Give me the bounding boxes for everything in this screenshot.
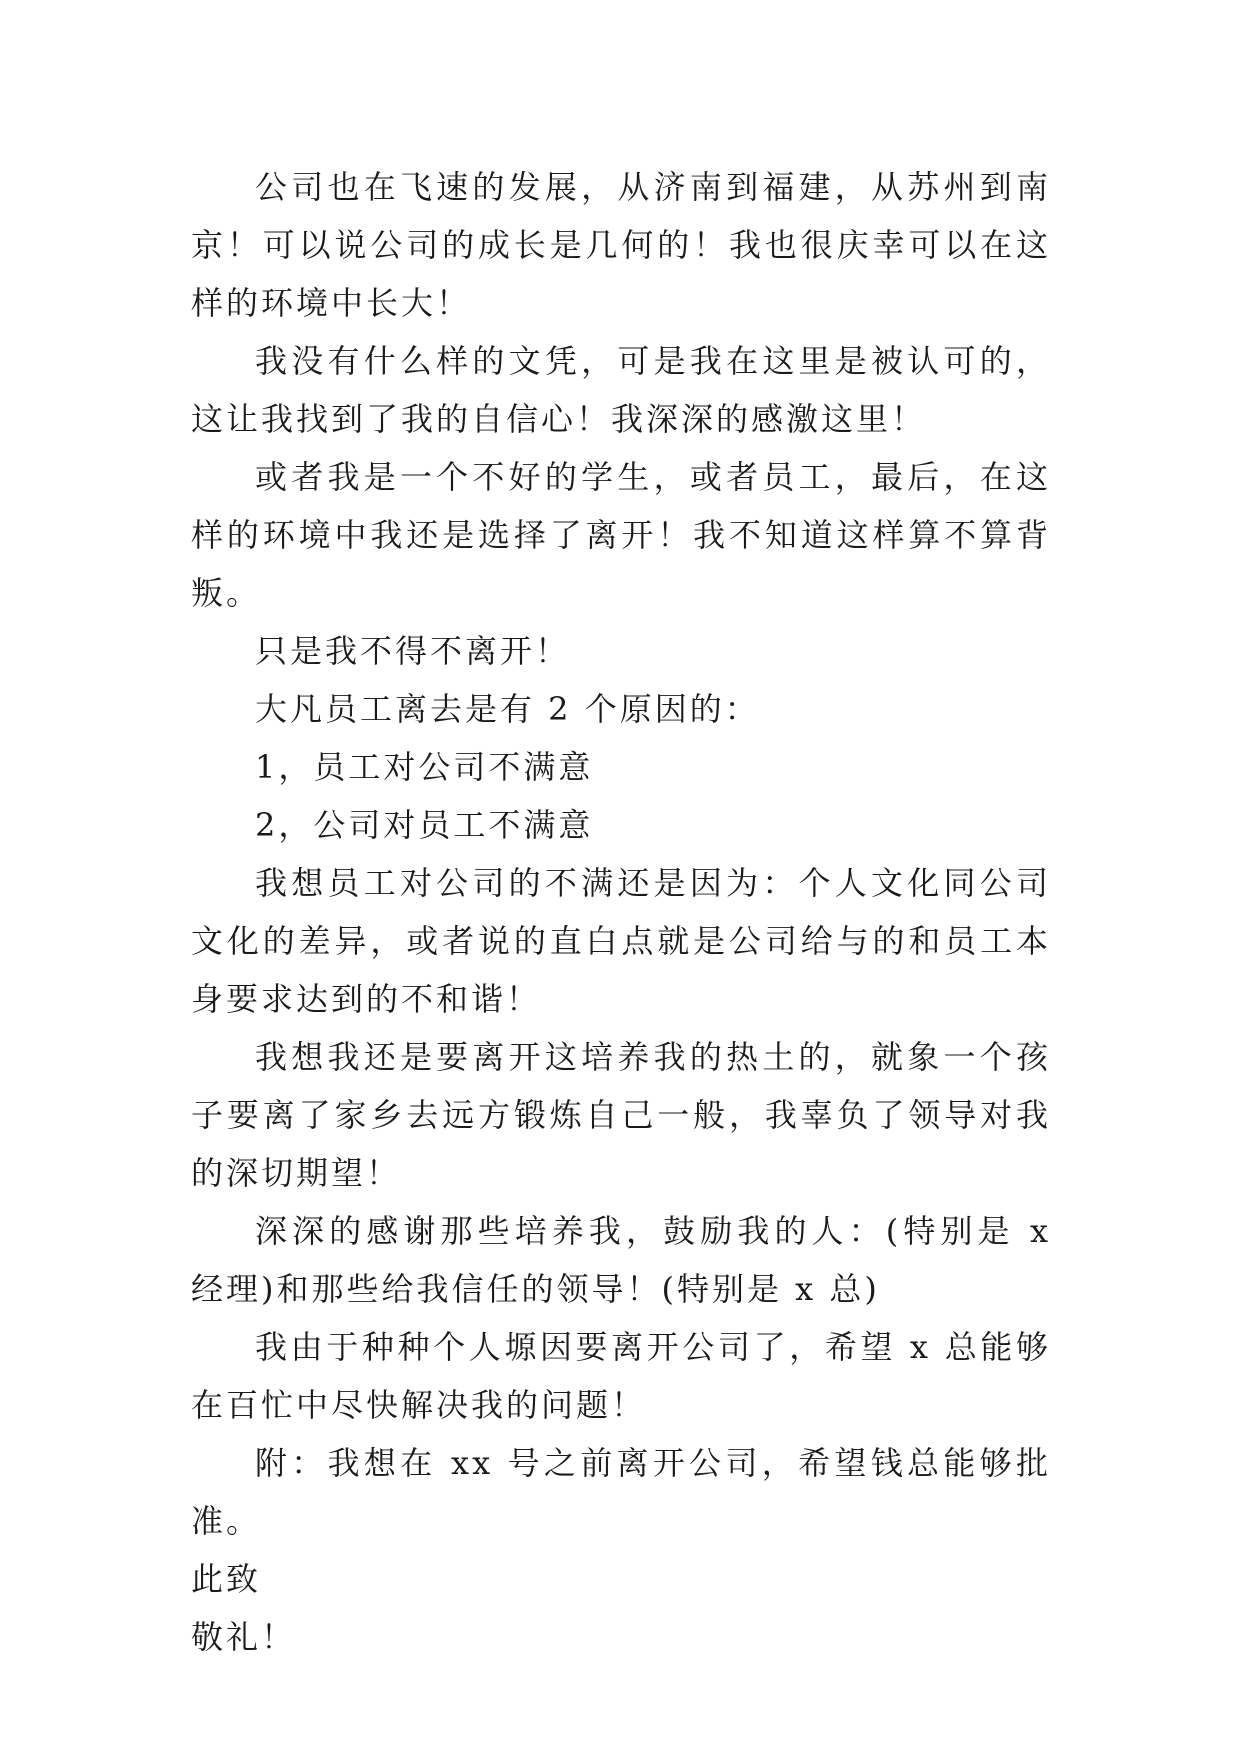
- paragraph: 2，公司对员工不满意: [255, 806, 594, 844]
- paragraph: 我想我还是要离开这培养我的热土的，就象一个孩子要离了家乡去远方锻炼自己一般，我辜负了领导对我的深切期望！: [191, 1038, 1051, 1192]
- closing-salutation: 此致: [191, 1560, 262, 1598]
- paragraph: 1，员工对公司不满意: [255, 748, 594, 786]
- paragraph: 大凡员工离去是有 2 个原因的：: [255, 690, 760, 728]
- letter-body: [191, 158, 1051, 1666]
- paragraph: 附：我想在 xx 号之前离开公司，希望钱总能够批准。: [191, 1444, 1051, 1540]
- paragraph: 深深的感谢那些培养我，鼓励我的人：(特别是 x 经理)和那些给我信任的领导！(特别是 x 总): [191, 1212, 1051, 1308]
- paragraph: 我没有什么样的文凭，可是我在这里是被认可的，这让我找到了我的自信心！我深深的感激这里！: [191, 342, 1051, 438]
- paragraph: 公司也在飞速的发展，从济南到福建，从苏州到南京！可以说公司的成长是几何的！我也很庆幸可以在这样的环境中长大！: [191, 168, 1051, 322]
- paragraph: 我由于种种个人塬因要离开公司了，希望 x 总能够在百忙中尽快解决我的问题！: [191, 1328, 1051, 1424]
- paragraph: 只是我不得不离开！: [255, 632, 571, 670]
- closing-regards: 敬礼！: [191, 1618, 297, 1656]
- paragraph: 或者我是一个不好的学生，或者员工，最后，在这样的环境中我还是选择了离开！我不知道这样算不算背叛。: [191, 458, 1051, 612]
- paragraph: 我想员工对公司的不满还是因为：个人文化同公司文化的差异，或者说的直白点就是公司给与的和员工本身要求达到的不和谐！: [191, 864, 1051, 1018]
